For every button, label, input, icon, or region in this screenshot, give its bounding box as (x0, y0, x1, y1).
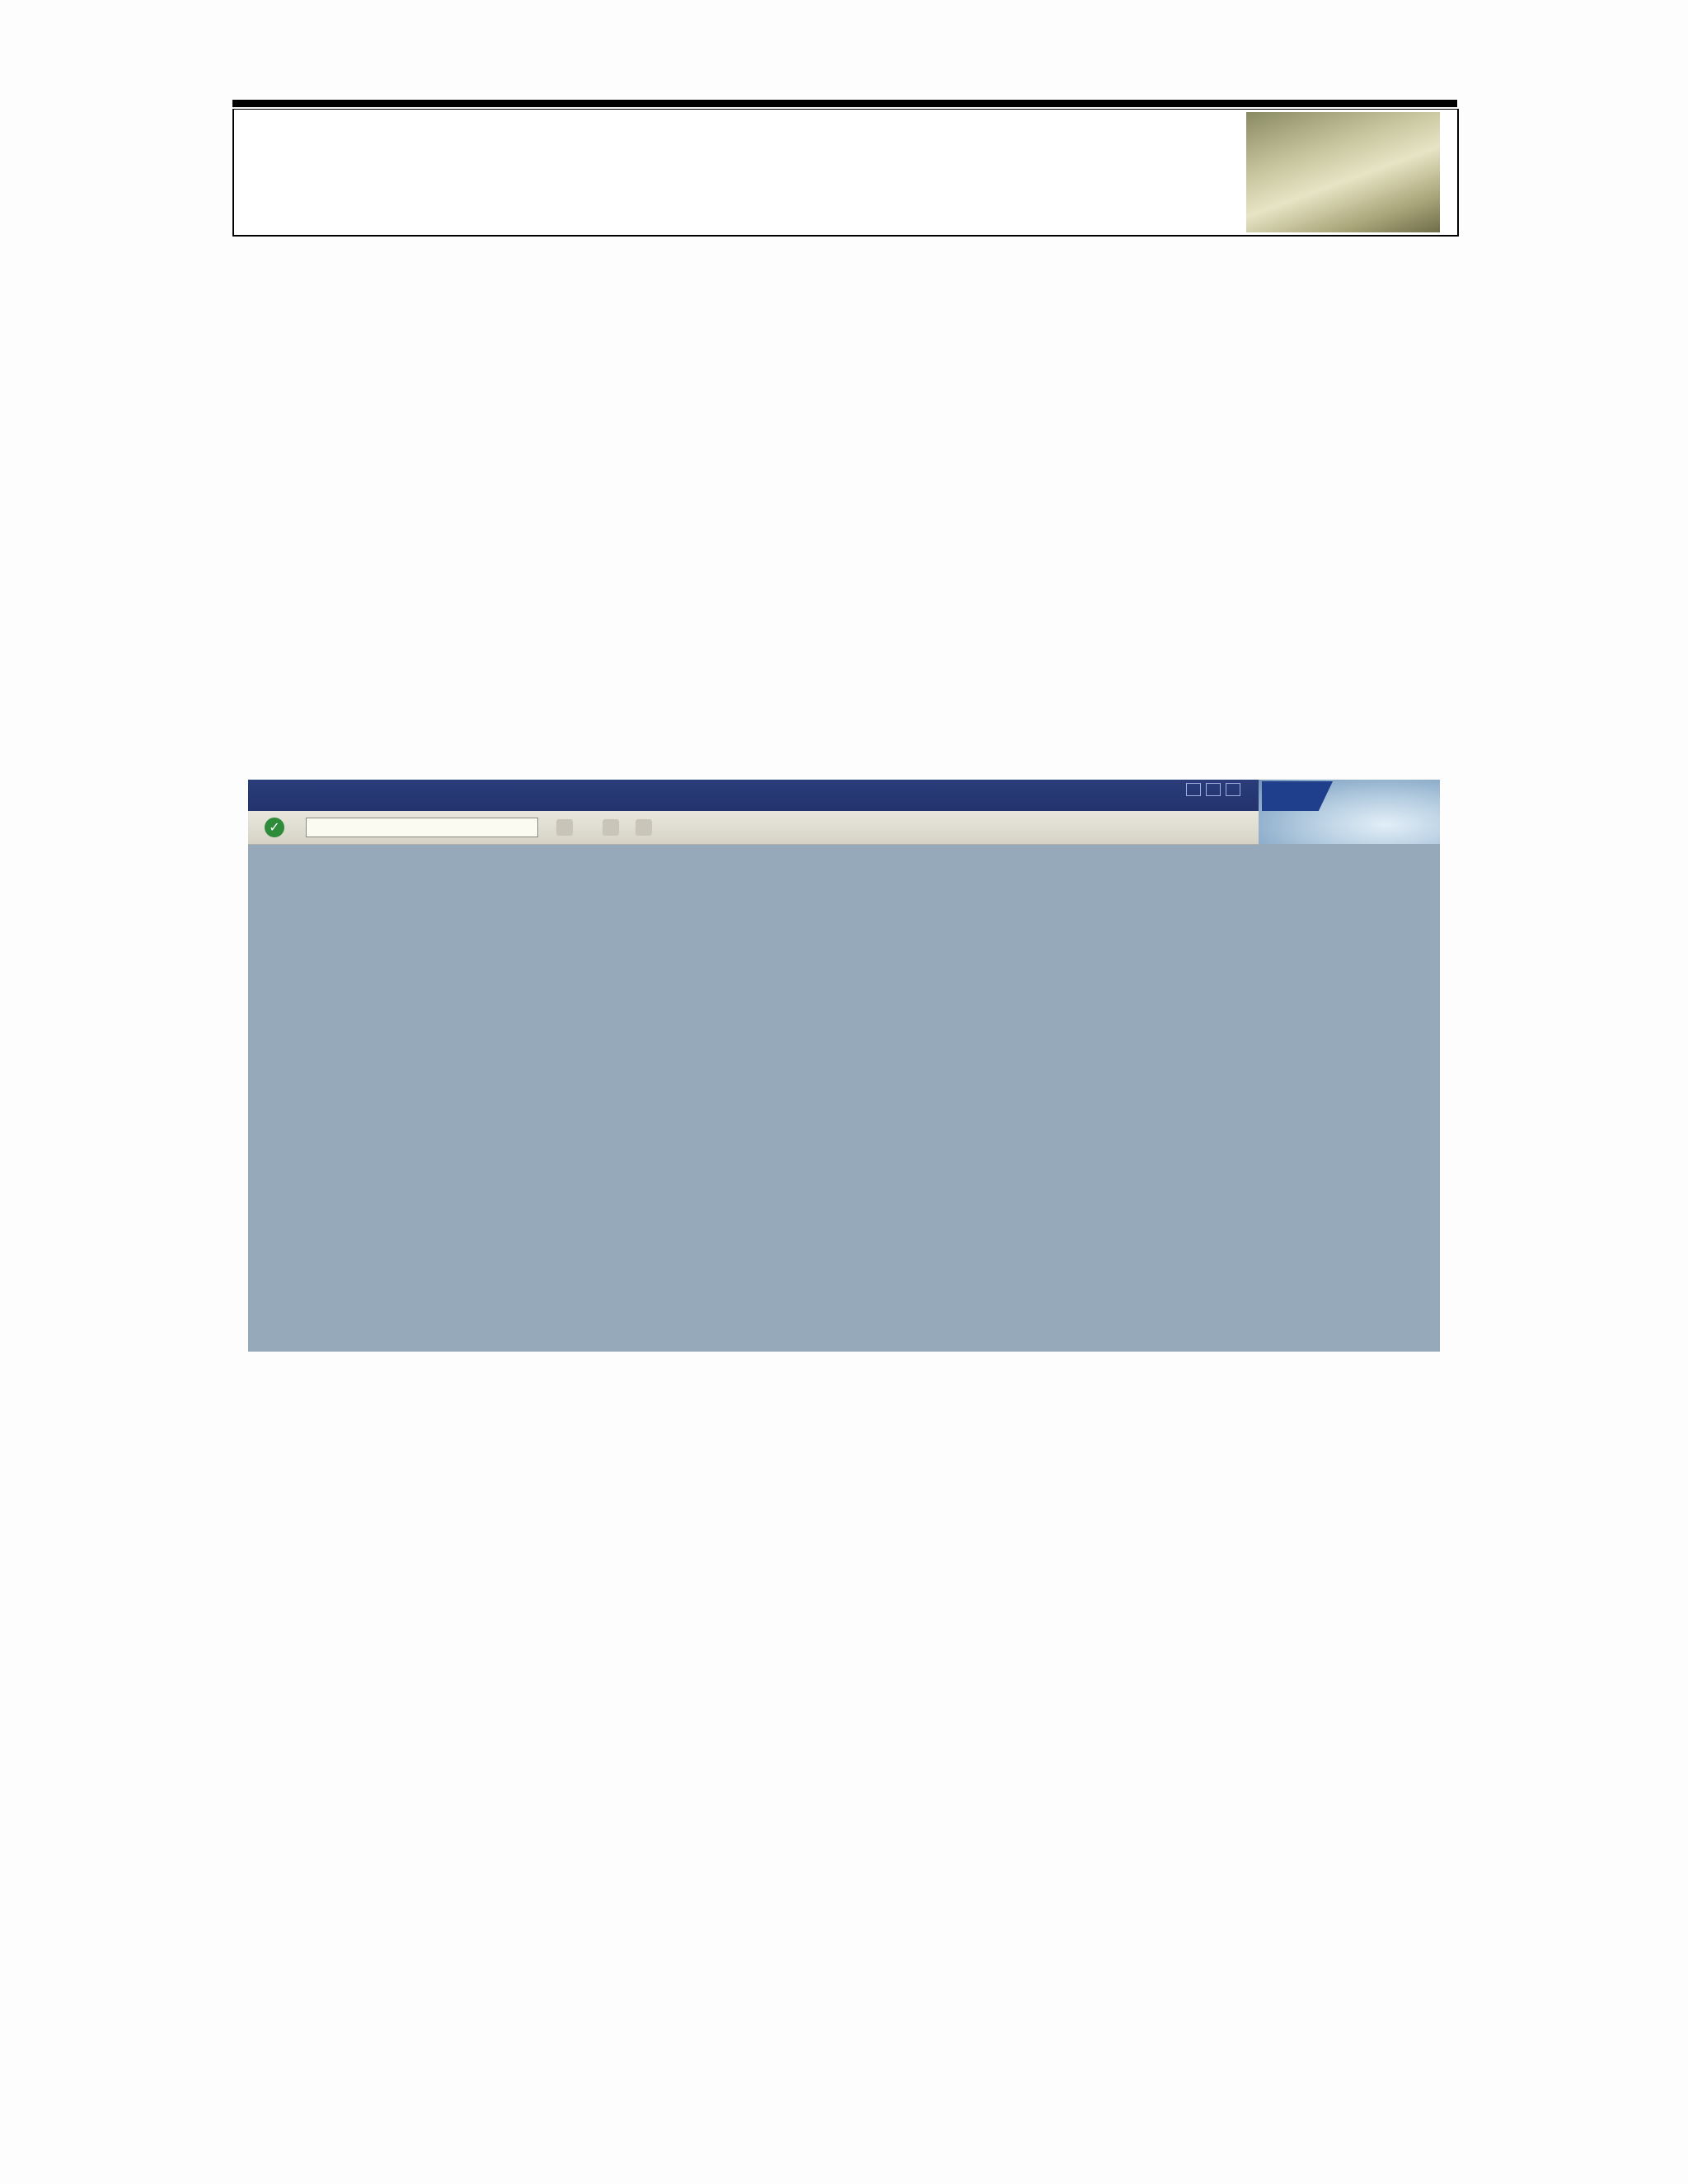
command-field[interactable] (306, 818, 538, 837)
sap-logo-badge (1262, 781, 1333, 811)
enter-check-icon[interactable]: ✓ (265, 818, 284, 837)
maximize-icon[interactable] (1206, 783, 1221, 796)
sap-screenshot (248, 780, 1440, 1352)
dropdown-icon[interactable] (556, 819, 573, 836)
sap-standard-toolbar (248, 811, 1259, 845)
back-arrow-icon[interactable] (603, 819, 619, 836)
sap-logo (1259, 780, 1440, 844)
header-top-rule (232, 100, 1457, 107)
company-logo (1246, 112, 1440, 232)
minimize-icon[interactable] (1186, 783, 1201, 796)
save-icon[interactable] (635, 819, 652, 836)
window-controls (1186, 783, 1240, 796)
close-icon[interactable] (1226, 783, 1240, 796)
